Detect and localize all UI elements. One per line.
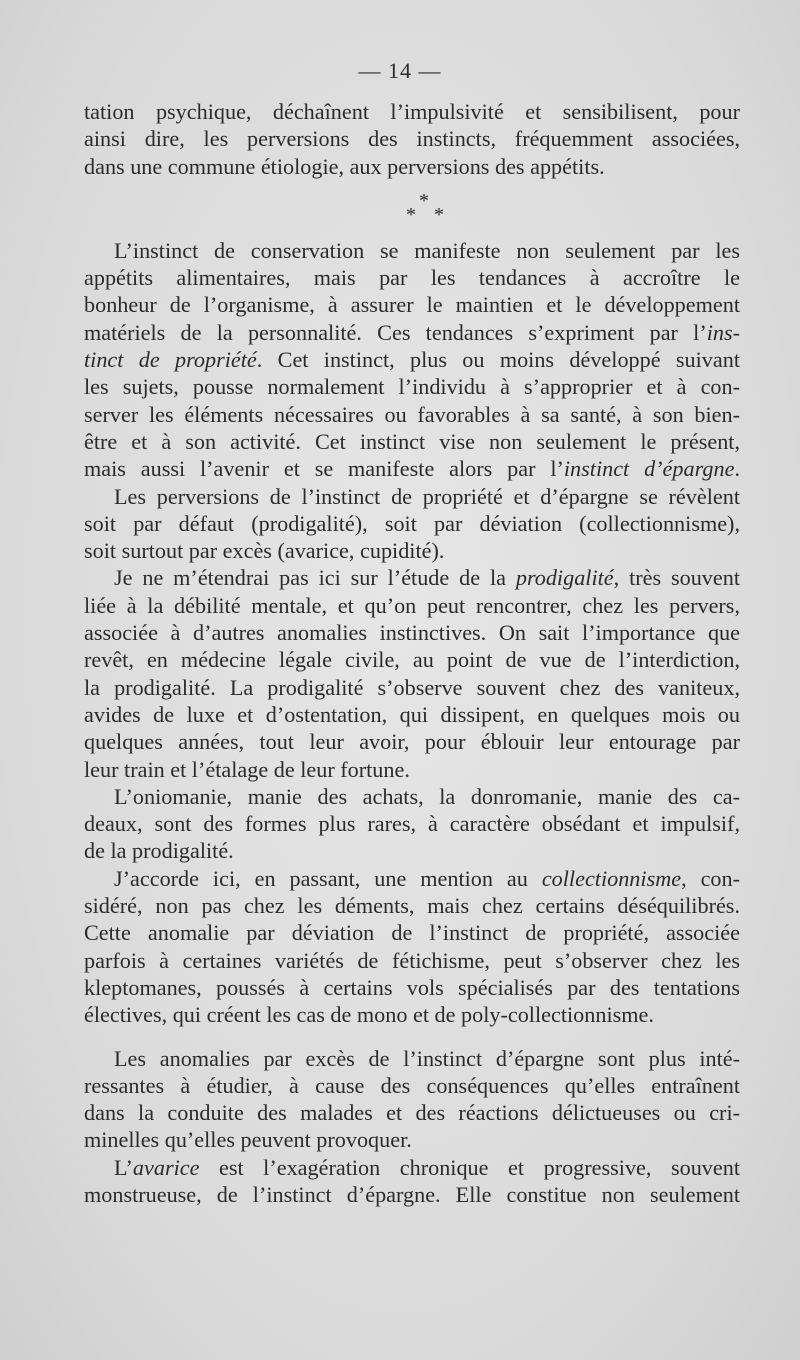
- text-line: Les anomalies par excès de l’instinct d’épargne sont plus inté-: [114, 1045, 740, 1071]
- text-line: kleptomanes, poussés à certains vols spécialisés par des tentations: [84, 974, 740, 1000]
- text-line: soit par défaut (prodigalité), soit par déviation (collectionnisme),: [84, 510, 740, 536]
- paragraph-anomalies-epargne: [84, 1045, 740, 1154]
- text-line: dans la conduite des malades et des réactions délictueuses ou cri-: [84, 1100, 740, 1126]
- asterisk: *: [419, 189, 429, 212]
- text-line: deaux, sont des formes plus rares, à caractère obsédant et impulsif,: [84, 811, 740, 837]
- text-line: de la prodigalité.: [84, 838, 234, 864]
- text-line: dans une commune étiologie, aux perversions des appétits.: [84, 153, 605, 179]
- text-line: tinct de propriété. Cet instinct, plus ou moins développé suivant: [84, 347, 740, 373]
- text-line: J’accorde ici, en passant, une mention au collectionnisme, con-: [114, 865, 740, 891]
- text-line: matériels de la personnalité. Ces tendances s’expriment par l’ins-: [84, 319, 740, 345]
- text-line: revêt, en médecine légale civile, au point de vue de l’interdiction,: [84, 647, 740, 673]
- body-text: [84, 98, 740, 1208]
- text-line: être et à son activité. Cet instinct vise non seulement le présent,: [84, 428, 740, 454]
- text-line: minelles qu’elles peuvent provoquer.: [84, 1127, 412, 1153]
- paragraph-gap: [84, 1029, 740, 1045]
- text-line: les sujets, pousse normalement l’individu à s’approprier et à con-: [84, 374, 740, 400]
- text-line: L’avarice est l’exagération chronique et progressive, souvent: [114, 1154, 740, 1180]
- paragraph-oniomanie: [84, 783, 740, 865]
- text-line: la prodigalité. La prodigalité s’observe souvent chez des vaniteux,: [84, 674, 740, 700]
- paragraph-continuation: [84, 98, 740, 180]
- paragraph-instinct-conservation: [84, 237, 740, 483]
- text-line: Cette anomalie par déviation de l’instinct de propriété, associée: [84, 920, 740, 946]
- text-line: L’instinct de conservation se manifeste non seulement par les: [114, 237, 740, 263]
- paragraph-avarice: [84, 1154, 740, 1209]
- text-line: avides de luxe et d’ostentation, qui dissipent, en quelques mois ou: [84, 701, 740, 727]
- paragraph-prodigalite: [84, 564, 740, 782]
- text-line: quelques années, tout leur avoir, pour éblouir leur entourage par: [84, 729, 740, 755]
- text-line: appétits alimentaires, mais par les tendances à accroître le: [84, 265, 740, 291]
- text-line: sidéré, non pas chez les déments, mais chez certains déséquilibrés.: [84, 893, 740, 919]
- text-line: monstrueuse, de l’instinct d’épargne. Elle constitue non seulement: [84, 1181, 740, 1207]
- asterism-separator: [84, 185, 740, 237]
- text-line: ressantes à étudier, à cause des conséquences qu’elles entraînent: [84, 1072, 740, 1098]
- text-line: liée à la débilité mentale, et qu’on peut rencontrer, chez les pervers,: [84, 592, 740, 618]
- text-line: électives, qui créent les cas de mono et de poly-collectionnisme.: [84, 1002, 654, 1028]
- text-line: parfois à certaines variétés de fétichisme, peut s’observer chez les: [84, 947, 740, 973]
- text-line: leur train et l’étalage de leur fortune.: [84, 756, 410, 782]
- text-line: Les perversions de l’instinct de propriété et d’épargne se révèlent: [114, 483, 740, 509]
- text-line: mais aussi l’avenir et se manifeste alors par l’instinct d’épargne.: [84, 456, 740, 482]
- asterisk: *: [406, 203, 416, 226]
- paragraph-collectionnisme: [84, 865, 740, 1029]
- paragraph-perversions: [84, 483, 740, 565]
- text-line: bonheur de l’organisme, à assurer le maintien et le développement: [84, 292, 740, 318]
- text-line: tation psychique, déchaînent l’impulsivité et sensibilisent, pour: [84, 99, 740, 124]
- page-number: — 14 —: [358, 58, 442, 83]
- text-line: associée à d’autres anomalies instinctives. On sait l’importance que: [84, 620, 740, 646]
- text-line: ainsi dire, les perversions des instincts, fréquemment associées,: [84, 126, 740, 152]
- text-line: L’oniomanie, manie des achats, la donromanie, manie des ca-: [114, 783, 740, 809]
- asterisk: *: [434, 203, 444, 226]
- text-line: server les éléments nécessaires ou favorables à sa santé, à son bien-: [84, 401, 740, 427]
- text-line: soit surtout par excès (avarice, cupidité).: [84, 538, 445, 564]
- text-line: Je ne m’étendrai pas ici sur l’étude de la prodigalité, très souvent: [114, 565, 740, 591]
